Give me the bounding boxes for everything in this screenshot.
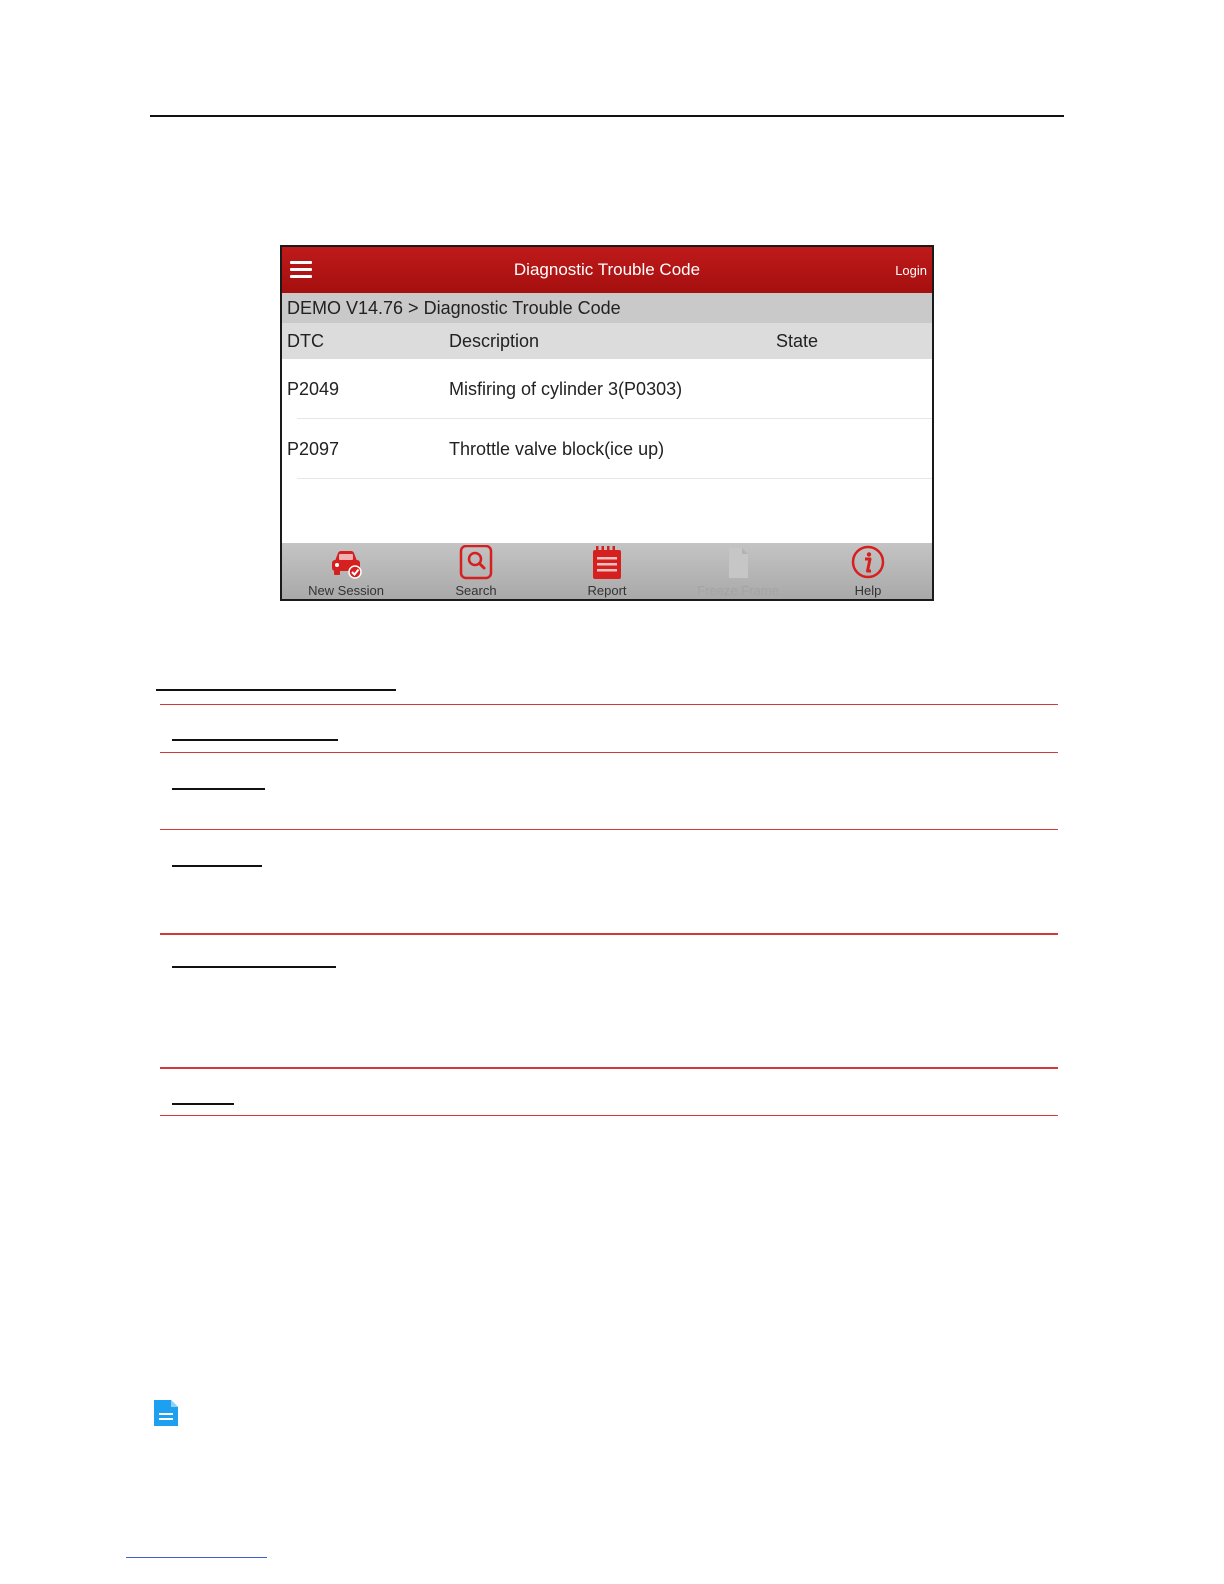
dtc-code: P2049 bbox=[287, 379, 340, 399]
column-header-description: Description bbox=[449, 331, 540, 351]
dtc-code: P2097 bbox=[287, 439, 340, 459]
report-icon bbox=[589, 545, 625, 581]
term-underline bbox=[172, 1103, 234, 1105]
footer-link-underline bbox=[126, 1557, 267, 1558]
freeze-frame-icon bbox=[720, 545, 756, 581]
table-rule bbox=[160, 704, 1058, 705]
freeze-frame-label: Freeze Frame bbox=[697, 583, 779, 598]
info-icon bbox=[850, 545, 886, 581]
term-underline bbox=[172, 739, 338, 741]
search-button[interactable] bbox=[416, 543, 536, 599]
breadcrumb: DEMO V14.76 > Diagnostic Trouble Code bbox=[282, 293, 932, 323]
table-row[interactable] bbox=[282, 419, 932, 479]
note-icon bbox=[153, 1399, 179, 1427]
new-session-button[interactable] bbox=[286, 543, 406, 599]
bottom-toolbar bbox=[282, 543, 932, 599]
dtc-description: Throttle valve block(ice up) bbox=[449, 439, 665, 459]
table-rule bbox=[160, 1067, 1058, 1069]
table-row[interactable] bbox=[282, 359, 932, 419]
search-label: Search bbox=[455, 583, 497, 598]
page-header-rule bbox=[150, 115, 1064, 117]
app-title: Diagnostic Trouble Code bbox=[513, 260, 701, 279]
freeze-frame-button[interactable] bbox=[678, 543, 798, 599]
new-session-label: New Session bbox=[308, 583, 384, 598]
row-divider bbox=[297, 478, 932, 479]
car-check-icon bbox=[328, 545, 364, 581]
term-underline bbox=[172, 865, 262, 867]
column-header-state: State bbox=[776, 331, 819, 351]
table-header bbox=[282, 323, 932, 359]
report-button[interactable] bbox=[547, 543, 667, 599]
help-button[interactable] bbox=[808, 543, 928, 599]
app-titlebar bbox=[282, 247, 932, 293]
term-underline bbox=[172, 788, 265, 790]
search-icon bbox=[458, 545, 494, 581]
app-screenshot bbox=[280, 245, 934, 601]
dtc-description: Misfiring of cylinder 3(P0303) bbox=[449, 379, 683, 399]
term-underline bbox=[172, 966, 336, 968]
login-button[interactable]: Login bbox=[895, 263, 927, 278]
table-rule bbox=[160, 829, 1058, 830]
section-heading-underline bbox=[156, 689, 396, 691]
help-label: Help bbox=[854, 583, 882, 598]
table-rule bbox=[160, 933, 1058, 935]
column-header-dtc: DTC bbox=[287, 331, 324, 351]
table-rule bbox=[160, 752, 1058, 753]
table-rule bbox=[160, 1115, 1058, 1116]
report-label: Report bbox=[587, 583, 627, 598]
